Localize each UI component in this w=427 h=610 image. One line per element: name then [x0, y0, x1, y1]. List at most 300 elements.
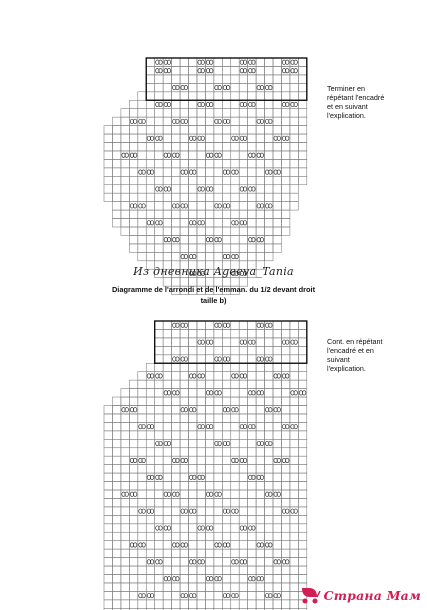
stitch-motif [240, 60, 247, 64]
chart-cell [205, 482, 213, 490]
chart-cell [273, 143, 281, 151]
chart-cell [138, 109, 146, 117]
chart-cell [155, 532, 163, 540]
chart-cell [290, 575, 298, 583]
chart-cell [155, 346, 163, 354]
chart-cell [163, 193, 171, 201]
chart-cell [273, 321, 281, 329]
stitch-motif [164, 237, 171, 241]
repeat-box [146, 58, 307, 100]
chart-cell [189, 431, 197, 439]
chart-cell [290, 75, 298, 83]
chart-cell [290, 465, 298, 473]
chart-cell [290, 134, 298, 142]
chart-cell [239, 193, 247, 201]
chart-cell [180, 380, 188, 388]
chart-cell [214, 168, 222, 176]
chart-cell [222, 372, 230, 380]
stitch-motif [198, 374, 205, 378]
stitch-motif [173, 237, 180, 241]
stitch-motif [249, 475, 256, 479]
chart-cell [214, 465, 222, 473]
stitch-motif [215, 577, 222, 581]
chart-cell [172, 193, 180, 201]
chart-cell [172, 363, 180, 371]
stitch-motif [240, 221, 247, 225]
chart-cell [121, 439, 129, 447]
chart-cell [256, 380, 264, 388]
chart-cell [172, 159, 180, 167]
chart-cell [112, 465, 120, 473]
chart-cell [205, 109, 213, 117]
chart-cell [197, 566, 205, 574]
chart-cell [146, 83, 154, 91]
chart-cell [205, 498, 213, 506]
stitch-motif [274, 136, 281, 140]
chart-cell [121, 168, 129, 176]
chart-cell [265, 244, 273, 252]
chart-cell [273, 515, 281, 523]
chart-cell [290, 372, 298, 380]
chart-cell [197, 397, 205, 405]
note-bottom-line-3: suivant [327, 355, 350, 364]
chart-cell [248, 541, 256, 549]
stitch-motif [257, 577, 264, 581]
stitch-motif [156, 221, 163, 225]
chart-cell [189, 566, 197, 574]
chart-cell [180, 566, 188, 574]
stitch-motif [206, 237, 213, 241]
stitch-motif [164, 187, 171, 191]
chart-cell [189, 117, 197, 125]
chart-cell [205, 143, 213, 151]
chart-cell [239, 75, 247, 83]
chart-cell [163, 414, 171, 422]
chart-cell [231, 321, 239, 329]
chart-cell [138, 465, 146, 473]
chart-cell [256, 397, 264, 405]
chart-cell [205, 92, 213, 100]
stitch-motif [164, 441, 171, 445]
chart-cell [146, 92, 154, 100]
chart-cell [239, 126, 247, 134]
chart-cell [121, 482, 129, 490]
chart-cell [290, 397, 298, 405]
chart-cell [180, 219, 188, 227]
chart-cell [290, 406, 298, 414]
chart-cell [273, 363, 281, 371]
chart-cell [138, 575, 146, 583]
chart-cell [248, 558, 256, 566]
chart-cell [180, 465, 188, 473]
chart-cell [146, 498, 154, 506]
chart-cell [104, 498, 112, 506]
chart-cell [231, 355, 239, 363]
chart-cell [256, 591, 264, 599]
chart-cell [265, 532, 273, 540]
chart-cell [205, 558, 213, 566]
chart-cell [155, 498, 163, 506]
chart-cell [281, 109, 289, 117]
chart-cell [214, 363, 222, 371]
chart-cell [180, 600, 188, 608]
stitch-motif [215, 85, 222, 89]
chart-cell [129, 558, 137, 566]
chart-cell [214, 58, 222, 66]
chart-cell [281, 583, 289, 591]
chart-cell [197, 575, 205, 583]
chart-cell [298, 109, 306, 117]
chart-cell [163, 549, 171, 557]
chart-cell [197, 117, 205, 125]
chart-cell [222, 600, 230, 608]
stitch-motif [181, 119, 188, 123]
chart-cell [138, 515, 146, 523]
chart-cell [121, 176, 129, 184]
chart-cell [112, 591, 120, 599]
chart-cell [298, 117, 306, 125]
chart-cell [155, 406, 163, 414]
stitch-motif [299, 391, 306, 395]
chart-cell [239, 482, 247, 490]
chart-cell [104, 482, 112, 490]
chart-cell [121, 202, 129, 210]
stitch-motif [223, 543, 230, 547]
chart-cell [172, 75, 180, 83]
stitch-motif [206, 492, 213, 496]
chart-cell [189, 465, 197, 473]
chart-cell [290, 202, 298, 210]
stitch-motif [240, 424, 247, 428]
chart-cell [112, 151, 120, 159]
chart-cell [146, 151, 154, 159]
chart-cell [256, 92, 264, 100]
chart-cell [239, 591, 247, 599]
chart-cell [205, 159, 213, 167]
chart-cell [146, 66, 154, 74]
chart-cell [256, 431, 264, 439]
chart-cell [189, 583, 197, 591]
chart-cell [265, 185, 273, 193]
chart-cell [197, 600, 205, 608]
chart-cell [239, 159, 247, 167]
chart-cell [290, 515, 298, 523]
chart-cell [163, 219, 171, 227]
chart-cell [265, 134, 273, 142]
chart-cell [197, 515, 205, 523]
stitch-motif [265, 441, 272, 445]
stitch-motif [147, 424, 154, 428]
chart-cell [197, 126, 205, 134]
stitch-motif [189, 560, 196, 564]
chart-cell [146, 210, 154, 218]
chart-cell [189, 244, 197, 252]
stitch-motif [173, 153, 180, 157]
chart-cell [189, 126, 197, 134]
chart-cell [256, 515, 264, 523]
chart-cell [273, 193, 281, 201]
chart-cell [281, 414, 289, 422]
chart-cell [248, 583, 256, 591]
chart-cell [180, 422, 188, 430]
chart-cell [172, 591, 180, 599]
chart-cell [146, 193, 154, 201]
chart-cell [189, 92, 197, 100]
chart-cell [222, 482, 230, 490]
chart-cell [180, 414, 188, 422]
chart-cell [172, 482, 180, 490]
stitch-motif [181, 254, 188, 258]
chart-cell [248, 591, 256, 599]
chart-cell [146, 439, 154, 447]
stitch-motif [282, 424, 289, 428]
chart-cell [138, 380, 146, 388]
stitch-motif [282, 458, 289, 462]
chart-cell [146, 143, 154, 151]
chart-cell [180, 397, 188, 405]
chart-cell [298, 363, 306, 371]
chart-cell [121, 448, 129, 456]
chart-cell [146, 244, 154, 252]
chart-cell [112, 473, 120, 481]
chart-cell [138, 227, 146, 235]
chart-cell [239, 600, 247, 608]
chart-cell [239, 448, 247, 456]
stitch-motif [249, 60, 256, 64]
chart-cell [222, 329, 230, 337]
stitch-motif [164, 492, 171, 496]
chart-cell [256, 558, 264, 566]
chart-cell [248, 193, 256, 201]
chart-cell [138, 151, 146, 159]
chart-cell [146, 600, 154, 608]
chart-cell [104, 151, 112, 159]
chart-cell [265, 219, 273, 227]
stitch-motif [215, 492, 222, 496]
stitch-motif [265, 492, 272, 496]
chart-cell [172, 465, 180, 473]
chart-cell [172, 532, 180, 540]
chart-cell [239, 355, 247, 363]
chart-cell [163, 406, 171, 414]
chart-cell [298, 456, 306, 464]
chart-cell [222, 66, 230, 74]
chart-cell [231, 532, 239, 540]
chart-cell [205, 202, 213, 210]
chart-cell [265, 549, 273, 557]
chart-cell [104, 126, 112, 134]
chart-cell [298, 92, 306, 100]
chart-cell [214, 431, 222, 439]
chart-cell [248, 143, 256, 151]
chart-cell [197, 75, 205, 83]
chart-cell [146, 252, 154, 260]
chart-cell [239, 329, 247, 337]
chart-cell [290, 498, 298, 506]
chart-cell [180, 448, 188, 456]
chart-cell [197, 355, 205, 363]
chart-cell [138, 532, 146, 540]
chart-cell [197, 202, 205, 210]
chart-cell [256, 143, 264, 151]
stitch-motif [274, 408, 281, 412]
chart-cell [222, 338, 230, 346]
stitch-motif [223, 119, 230, 123]
stitch-motif [173, 492, 180, 496]
chart-cell [281, 389, 289, 397]
stitch-motif [291, 509, 298, 513]
chart-cell [222, 389, 230, 397]
chart-cell [256, 372, 264, 380]
chart-cell [214, 193, 222, 201]
chart-cell [214, 456, 222, 464]
chart-cell [163, 482, 171, 490]
chart-cell [155, 507, 163, 515]
chart-cell [248, 244, 256, 252]
chart-cell [172, 219, 180, 227]
chart-cell [104, 185, 112, 193]
chart-cell [138, 490, 146, 498]
chart-cell [155, 515, 163, 523]
chart-cell [146, 456, 154, 464]
chart-cell [231, 92, 239, 100]
stitch-motif [139, 204, 146, 208]
chart-cell [121, 389, 129, 397]
chart-cell [231, 244, 239, 252]
chart-cell [189, 109, 197, 117]
stitch-motif [206, 102, 213, 106]
stitch-motif [189, 136, 196, 140]
chart-cell [214, 252, 222, 260]
chart-cell [205, 465, 213, 473]
stitch-motif [130, 204, 137, 208]
chart-cell [172, 583, 180, 591]
chart-cell [231, 397, 239, 405]
chart-cell [281, 210, 289, 218]
chart-cell [231, 600, 239, 608]
chart-cell [231, 75, 239, 83]
chart-cell [290, 583, 298, 591]
chart-cell [205, 406, 213, 414]
chart-cell [180, 439, 188, 447]
chart-cell [189, 66, 197, 74]
chart-cell [155, 329, 163, 337]
chart-cell [273, 498, 281, 506]
chart-cell [146, 524, 154, 532]
chart-cell [298, 168, 306, 176]
stitch-motif [147, 221, 154, 225]
chart-cell [146, 202, 154, 210]
stitch-motif [181, 593, 188, 597]
stitch-motif [282, 509, 289, 513]
chart-cell [239, 566, 247, 574]
chart-cell [239, 532, 247, 540]
chart-cell [231, 482, 239, 490]
chart-cell [155, 210, 163, 218]
chart-cell [214, 210, 222, 218]
chart-cell [197, 244, 205, 252]
chart-cell [189, 210, 197, 218]
stitch-motif [215, 441, 222, 445]
chart-cell [239, 406, 247, 414]
chart-cell [104, 176, 112, 184]
stitch-motif [156, 136, 163, 140]
stitch-motif [206, 60, 213, 64]
stitch-motif [206, 187, 213, 191]
chart-cell [222, 490, 230, 498]
chart-cell [222, 448, 230, 456]
chart-cell [231, 117, 239, 125]
stitch-motif [249, 577, 256, 581]
chart-cell [281, 355, 289, 363]
chart-cell [298, 338, 306, 346]
chart-cell [104, 566, 112, 574]
chart-cell [189, 100, 197, 108]
chart-cell [231, 465, 239, 473]
chart-cell [129, 465, 137, 473]
chart-cell [197, 168, 205, 176]
chart-cell [214, 498, 222, 506]
chart-cell [231, 524, 239, 532]
chart-cell [172, 168, 180, 176]
chart-cell [231, 566, 239, 574]
chart-cell [281, 185, 289, 193]
chart-cell [112, 193, 120, 201]
chart-cell [239, 109, 247, 117]
stitch-motif [198, 221, 205, 225]
chart-cell [265, 380, 273, 388]
stitch-motif [181, 85, 188, 89]
chart-cell [298, 75, 306, 83]
chart-cell [121, 109, 129, 117]
stitch-motif [232, 221, 239, 225]
chart-cell [112, 498, 120, 506]
chart-cell [180, 176, 188, 184]
chart-cell [197, 541, 205, 549]
chart-cell [231, 202, 239, 210]
stitch-motif [156, 68, 163, 72]
chart-cell [273, 100, 281, 108]
stitch-motif [198, 475, 205, 479]
chart-cell [281, 600, 289, 608]
chart-cell [205, 176, 213, 184]
chart-cell [248, 75, 256, 83]
chart-cell [256, 109, 264, 117]
chart-cell [281, 363, 289, 371]
chart-cell [265, 100, 273, 108]
stitch-motif [189, 254, 196, 258]
chart-cell [189, 363, 197, 371]
chart-cell [138, 235, 146, 243]
chart-cell [222, 380, 230, 388]
chart-cell [273, 414, 281, 422]
chart-cell [138, 252, 146, 260]
chart-cell [265, 524, 273, 532]
chart-cell [104, 465, 112, 473]
chart-cell [265, 583, 273, 591]
chart-cell [104, 575, 112, 583]
chart-cell [298, 355, 306, 363]
chart-cell [138, 431, 146, 439]
stitch-motif [274, 593, 281, 597]
note-top-line-1: Terminer en [327, 84, 365, 93]
chart-cell [138, 498, 146, 506]
chart-cell [222, 549, 230, 557]
chart-cell [290, 448, 298, 456]
chart-cell [112, 185, 120, 193]
chart-cell [273, 346, 281, 354]
chart-cell [197, 176, 205, 184]
